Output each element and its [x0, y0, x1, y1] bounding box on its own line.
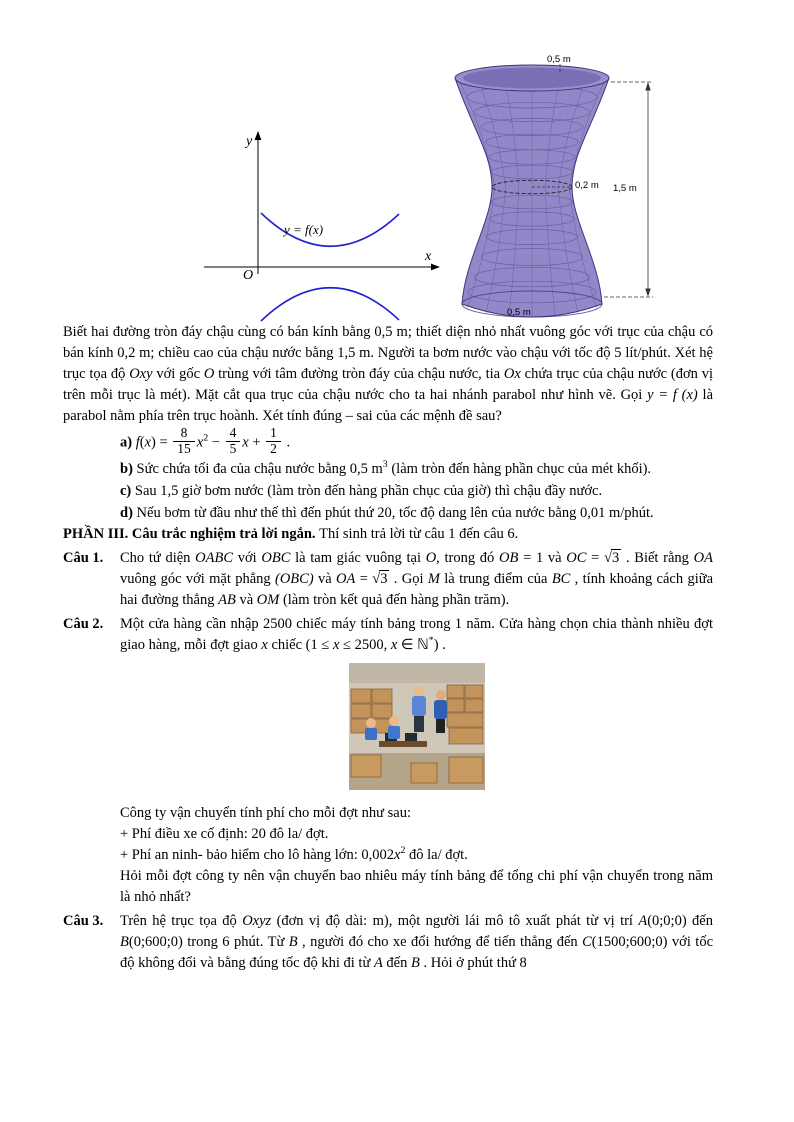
fee-security-line: + Phí an ninh- bảo hiểm cho lô hàng lớn: $0,002x^2$ đô la/ đợt.	[120, 845, 468, 864]
tank-height-label: 1,5 m	[613, 183, 637, 194]
question-1	[63, 548, 713, 611]
bottom-diameter-label: 0,5 m	[507, 307, 531, 318]
question-3-text: Trên hệ trục tọa độ Oxyz (đơn vị độ dài: m), một người lái mô tô xuất phát từ vị trí A(0;0;0) đến B(0;600;0) trong 6 phút. Từ B , người đó cho xe đổi hướng để tiến thẳng đến C(1500;600;0) với tốc độ không đổi và bằng đúng tốc độ khi đi từ A đến B . Hỏi ở phút thứ 8	[120, 913, 714, 972]
question-2-image-wrap	[120, 663, 713, 797]
curve-equation-label: y = f(x)	[284, 222, 324, 237]
y-axis-label: y	[246, 134, 253, 149]
question-1-label: Câu 1.	[63, 550, 104, 567]
tank-top-inner	[463, 68, 601, 89]
document-text	[63, 322, 713, 974]
dimension-arrow-down	[645, 289, 650, 298]
x-axis-label: x	[425, 249, 432, 264]
dimension-arrow-up	[645, 82, 650, 91]
question-3	[63, 911, 713, 974]
top-diameter-label: 0,5 m	[547, 54, 571, 65]
statement-d: d) Nếu bơm từ đầu như thế thì đến phút thứ 20, tốc độ dang lên của nước bằng 0,01 m/phút.	[120, 505, 654, 522]
statement-a: a) f(x) = $\frac{8}{15}$ $x^2$ − $\frac{4}{5}$ x + $\frac{1}{2}$ .	[120, 425, 291, 456]
intro-paragraph: Biết hai đường tròn đáy chậu cùng có bán kính bằng 0,5 m; thiết diện nhỏ nhất vuông góc với trục của chậu có bán kính 0,2 m; chiều cao của chậu nước bằng 1,5 m. Người ta bơm nước vào chậu với tốc độ 5 lít/phút. Xét hệ trục tọa độ Oxy với gốc O trùng với tâm đường tròn đáy của chậu nước, tia Ox chứa trục của chậu nước (đơn vị trên mỗi trục là mét). Mặt cắt qua trục của chậu nước cho ta hai nhánh parabol như hình vẽ. Gọi y = f (x) là parabol nằm phía trên trục hoành. Xét tính đúng – sai của các mệnh đề sau?	[63, 324, 713, 425]
statement-c: c) Sau 1,5 giờ bơm nước (làm tròn đến hàng phần chục của giờ) thì chậu đầy nước.	[120, 483, 603, 500]
lower-parabola-curve	[261, 288, 399, 321]
question-2-label: Câu 2.	[63, 616, 104, 633]
question-1-text: Cho tứ diện OABC với OBC là tam giác vuông tại O, trong đó OB = 1 và OC = √3 . Biết rằng OA vuông góc với mặt phẳng (OBC) và OA = √3 . Gọi M là trung điểm của BC , tính khoảng cách giữa hai đường thẳng AB và OM (làm tròn kết quả đến hàng phần trăm).	[120, 550, 714, 609]
question-2-ask: Hỏi mỗi đợt công ty nên vận chuyển bao nhiêu máy tính bảng để tổng chi phí vận chuyển trong năm là nhỏ nhất?	[120, 868, 713, 906]
fee-fixed-line: + Phí điều xe cố định: 20 đô la/ đợt.	[120, 826, 329, 843]
water-tank-figure	[435, 52, 667, 327]
warehouse-photo	[349, 663, 485, 790]
y-axis-arrow	[255, 131, 262, 140]
upper-parabola-curve	[261, 213, 399, 246]
parabola-graph-figure	[198, 128, 443, 328]
statement-b: b) Sức chứa tối đa của chậu nước bằng 0,5 $m^3$ (làm tròn đến hàng phần chục của mét khối).	[120, 459, 652, 478]
part3-heading: PHẦN III. Câu trắc nghiệm trả lời ngắn. Thí sinh trả lời từ câu 1 đến câu 6.	[63, 526, 519, 543]
origin-label: O	[243, 268, 254, 283]
question-2-text: Một cửa hàng cần nhập 2500 chiếc máy tính bảng trong 1 năm. Cửa hàng chọn chia thành nhiều đợt giao hàng, mỗi đợt giao x chiếc (1 ≤ x ≤ 2500, x ∈ ℕ*) .	[120, 616, 713, 654]
question-3-label: Câu 3.	[63, 913, 104, 930]
question-2	[63, 614, 713, 908]
waist-radius-label: 0,2 m	[575, 180, 599, 191]
fee-intro-line: Công ty vận chuyển tính phí cho mỗi đợt như sau:	[120, 805, 411, 822]
